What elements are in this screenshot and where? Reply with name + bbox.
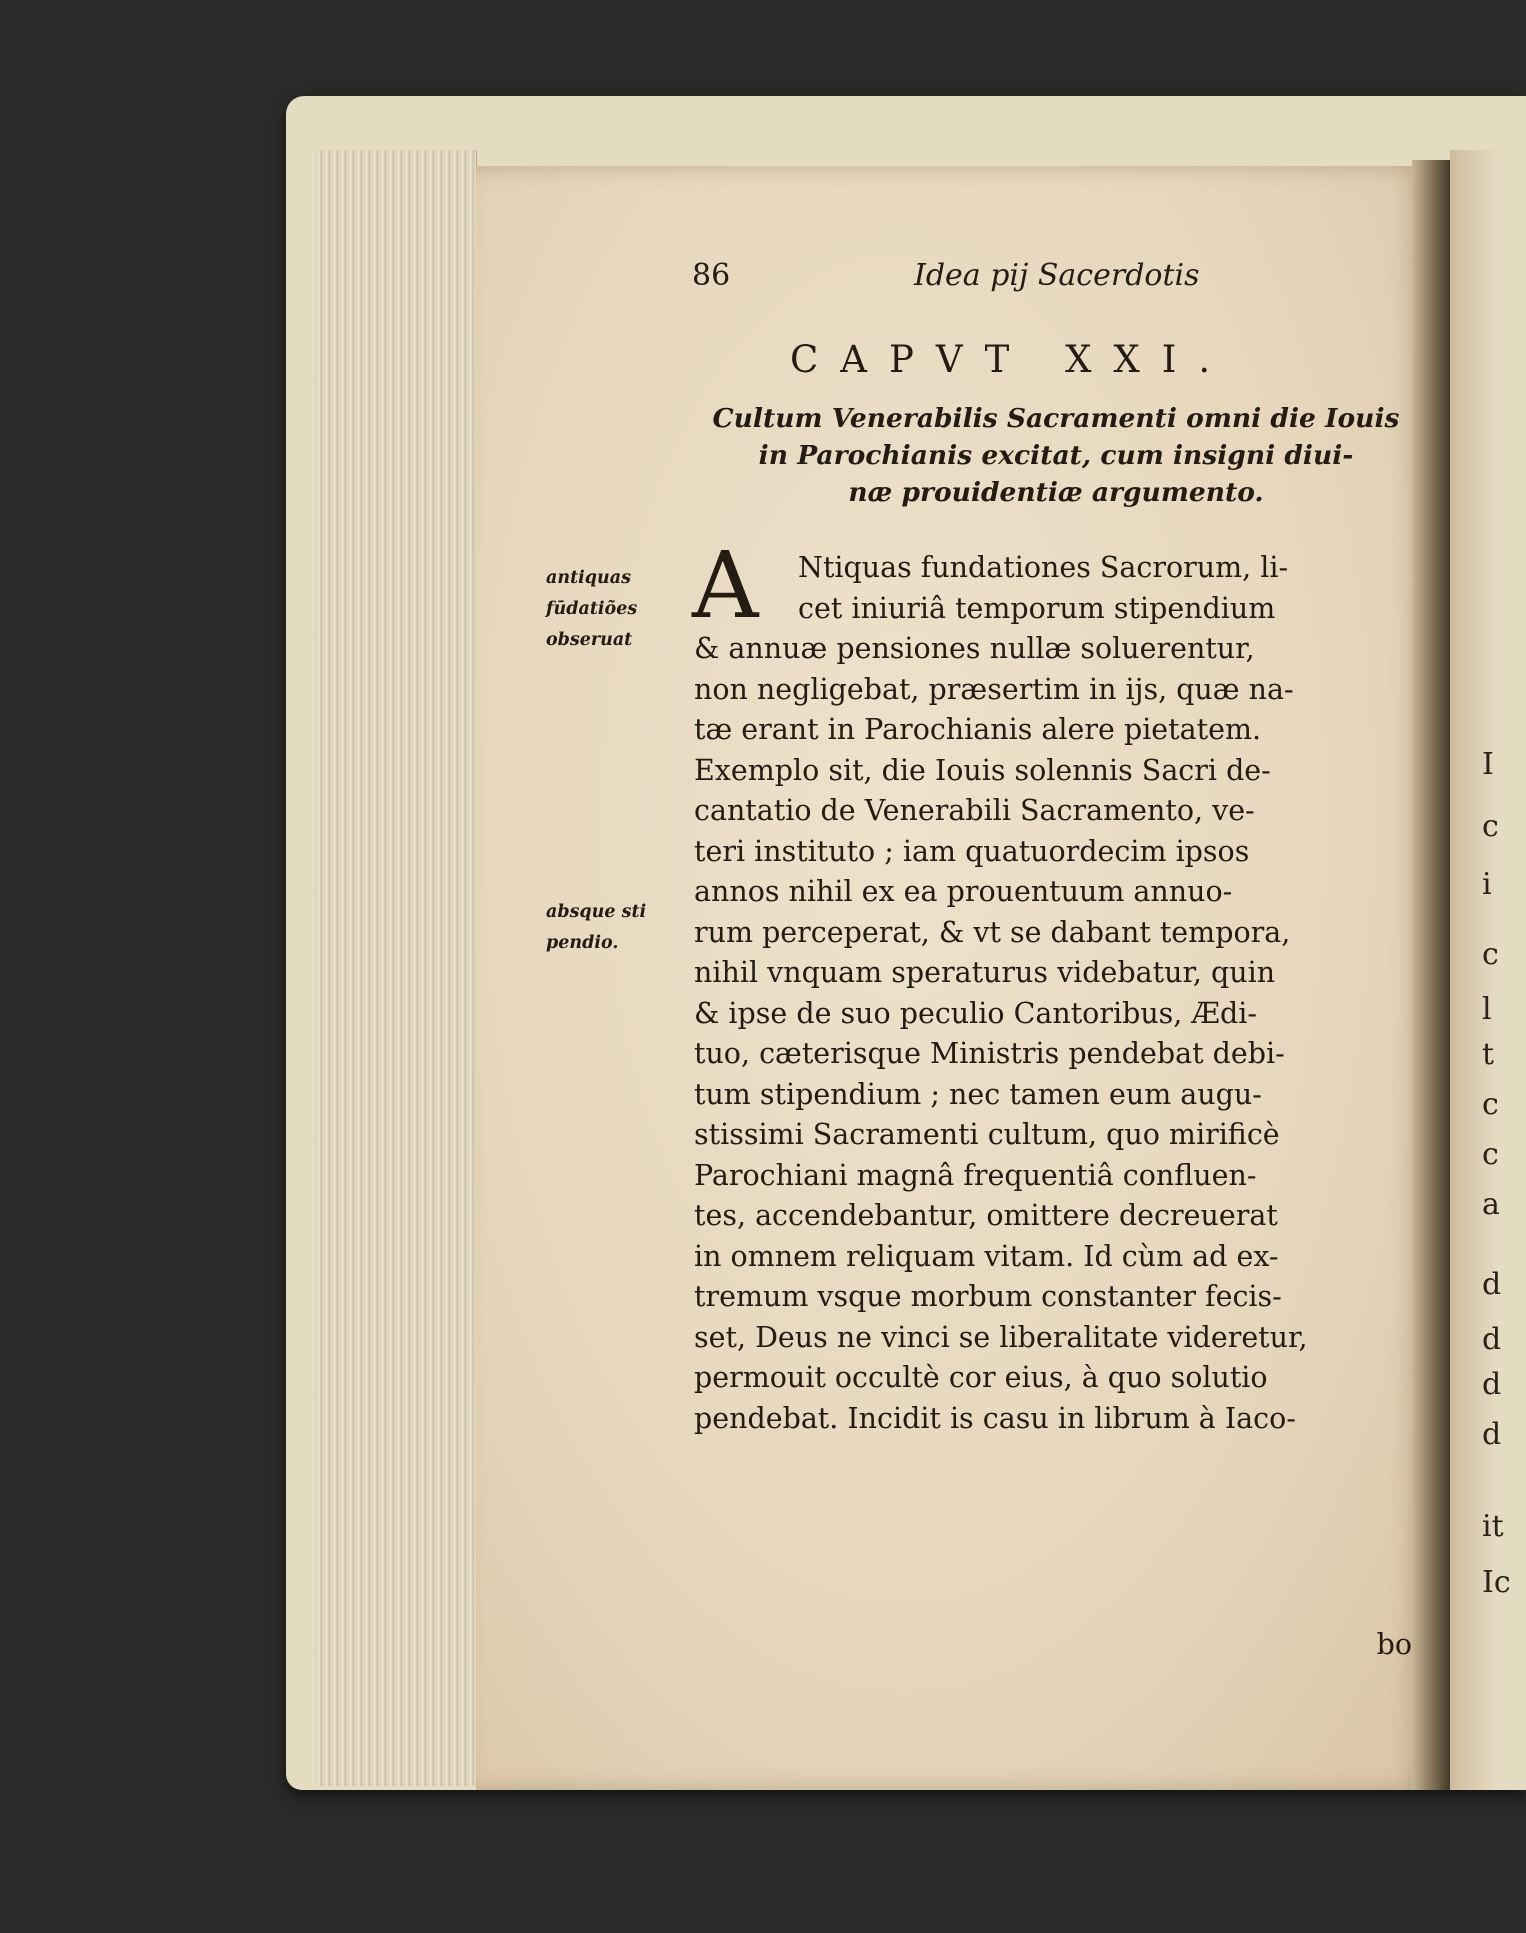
book-gutter	[1412, 160, 1452, 1790]
marginal-note	[546, 563, 682, 656]
facing-page-fragment: I	[1482, 747, 1494, 782]
facing-page-fragment: c	[1482, 1087, 1499, 1122]
marginal-note-line: absque sti	[546, 902, 647, 922]
facing-page-fragment: d	[1482, 1322, 1502, 1357]
marginal-note-line: pendio.	[546, 933, 619, 953]
summary-line: in Parochianis excitat, cum insigni diui-	[758, 440, 1354, 471]
body-line: Ntiquas fundationes Sacrorum, li-	[798, 551, 1289, 584]
facing-page-fragment: d	[1482, 1367, 1502, 1402]
body-line: Exemplo sit, die Iouis solennis Sacri de-	[694, 753, 1271, 787]
summary-line: næ prouidentiæ argumento.	[848, 477, 1264, 508]
marginal-note-line: antiquas	[546, 568, 631, 588]
facing-page-fragment: c	[1482, 809, 1499, 844]
body-line: cantatio de Venerabili Sacramento, ve-	[694, 794, 1255, 827]
facing-page-fragment: a	[1482, 1187, 1500, 1222]
body-line: tremum vsque morbum constanter fecis-	[694, 1280, 1282, 1313]
body-line: tum stipendium ; nec tamen eum augu-	[694, 1077, 1262, 1111]
facing-page-fragment: i	[1482, 867, 1492, 902]
body-line: non negligebat, præsertim in ijs, quæ na-	[694, 672, 1294, 706]
chapter-summary	[694, 400, 1418, 511]
marginal-note	[546, 897, 682, 959]
running-title: Idea pij Sacerdotis	[914, 258, 1200, 293]
chapter-title: CAPVT XXI.	[790, 338, 1233, 381]
body-line: tæ erant in Parochianis alere pietatem.	[694, 713, 1262, 746]
page-block-edges	[316, 150, 477, 1786]
body-line: teri instituto ; iam quatuordecim ipsos	[694, 834, 1250, 868]
facing-page-fragment: c	[1482, 937, 1499, 972]
facing-page-fragment: Ic	[1482, 1565, 1511, 1600]
body-line: tes, accendebantur, omittere decreuerat	[694, 1199, 1278, 1232]
body-line: permouit occultè cor eius, à quo solutio	[694, 1361, 1268, 1394]
body-line: in omnem reliquam vitam. Id cùm ad ex-	[694, 1239, 1279, 1273]
marginal-note-line: obseruat	[546, 630, 633, 650]
page-number: 86	[692, 258, 731, 293]
body-line: annos nihil ex ea prouentuum annuo-	[694, 875, 1233, 908]
body-line: cet iniuriâ temporum stipendium	[798, 591, 1276, 625]
body-line: rum perceperat, & vt se dabant tempora,	[694, 915, 1291, 949]
marginal-note-line: fūdatiões	[546, 599, 638, 619]
body-line: pendebat. Incidit is casu in librum à Iaco-	[694, 1401, 1296, 1435]
body-text	[694, 548, 1418, 1439]
body-line: & ipse de suo peculio Cantoribus, Ædi-	[694, 996, 1257, 1030]
body-line: Parochiani magnâ frequentiâ confluen-	[694, 1158, 1257, 1192]
catchword: bo	[1376, 1628, 1412, 1661]
summary-line: Cultum Venerabilis Sacramenti omni die Iouis	[712, 403, 1400, 434]
facing-page-fragment: it	[1482, 1509, 1504, 1544]
facing-page-fragment: d	[1482, 1267, 1502, 1302]
facing-page-fragment: t	[1482, 1037, 1495, 1072]
facing-page-fragment: d	[1482, 1417, 1502, 1452]
body-line: tuo, cæterisque Ministris pendebat debi-	[694, 1037, 1285, 1070]
drop-cap: A	[692, 532, 759, 639]
body-line: stissimi Sacramenti cultum, quo mirificè	[694, 1118, 1280, 1151]
facing-page-fragment: c	[1482, 1137, 1499, 1172]
page-header	[692, 258, 1412, 308]
facing-page-fragment: l	[1482, 992, 1492, 1027]
body-line: & annuæ pensiones nullæ soluerentur,	[694, 632, 1255, 665]
body-line: set, Deus ne vinci se liberalitate videretur,	[694, 1320, 1308, 1354]
body-line: nihil vnquam speraturus videbatur, quin	[694, 956, 1276, 989]
